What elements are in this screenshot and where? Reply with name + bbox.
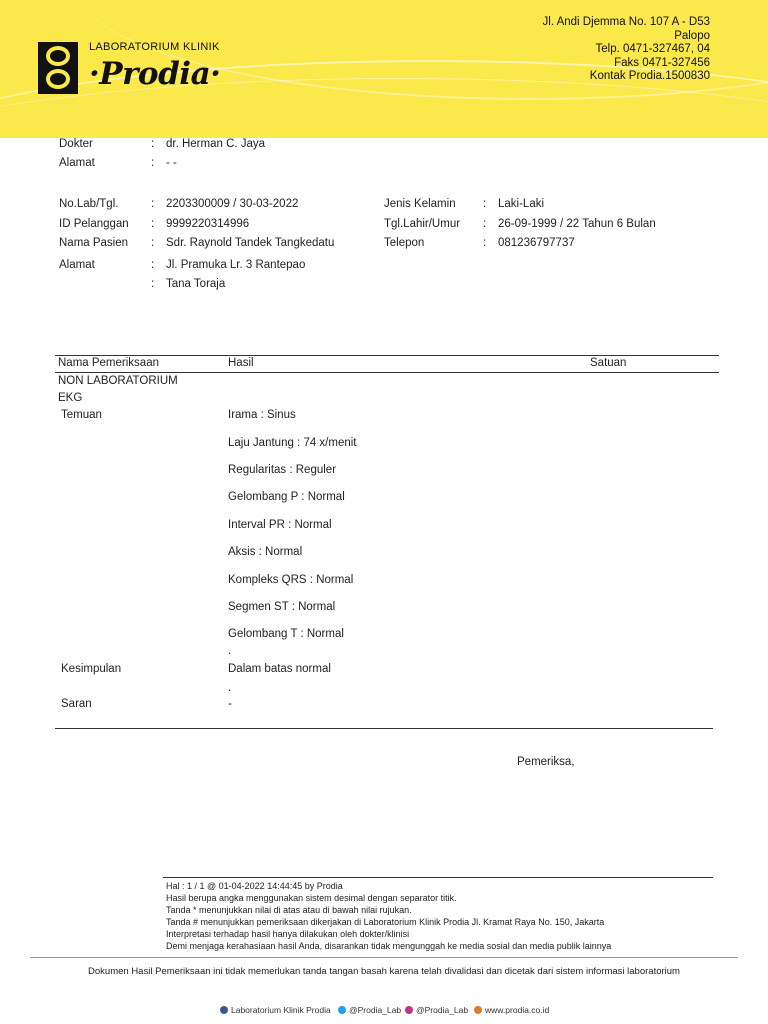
phone-value: 081236797737 xyxy=(498,237,575,249)
social-label: @Prodia_Lab xyxy=(416,1005,469,1015)
colon: : xyxy=(151,198,155,210)
social-twitter[interactable] xyxy=(338,1005,401,1015)
finding-item: Aksis : Normal xyxy=(228,546,303,558)
patient-address-line2: Tana Toraja xyxy=(166,278,226,290)
trailing-dot: . xyxy=(228,645,232,657)
customer-id-label: ID Pelanggan xyxy=(59,218,129,230)
conclusion-value: Dalam batas normal xyxy=(228,663,331,675)
footer-note: Interpretasi terhadap hasil hanya dilakukan oleh dokter/klinisi xyxy=(166,929,410,939)
table-header-rule xyxy=(55,372,719,373)
social-website[interactable] xyxy=(474,1005,549,1015)
colon: : xyxy=(483,218,487,230)
column-header-unit: Satuan xyxy=(590,357,627,369)
colon: : xyxy=(483,198,487,210)
disclaimer-text: Dokumen Hasil Pemeriksaan ini tidak memerlukan tanda tangan basah karena telah divalidasi dan dicetak dari sistem informasi laboratorium xyxy=(88,966,680,977)
footer-note: Tanda * menunjukkan nilai di atas atau di bawah nilai rujukan. xyxy=(166,905,412,915)
patient-name-label: Nama Pasien xyxy=(59,237,129,249)
patient-address-line1: Jl. Pramuka Lr. 3 Rantepao xyxy=(166,259,306,271)
footer-note: Demi menjaga kerahasiaan hasil Anda, disarankan tidak mengunggah ke media sosial dan media publik lainnya xyxy=(166,941,612,951)
finding-item: Regularitas : Reguler xyxy=(228,464,337,476)
dob-label: Tgl.Lahir/Umur xyxy=(384,218,461,230)
finding-item: Laju Jantung : 74 x/menit xyxy=(228,437,357,449)
examiner-label: Pemeriksa, xyxy=(517,756,575,768)
address-line: Kontak Prodia.1500830 xyxy=(589,70,710,83)
column-header-exam: Nama Pemeriksaan xyxy=(58,357,159,369)
trailing-dot: . xyxy=(228,682,232,694)
findings-label: Temuan xyxy=(61,409,102,421)
advice-label: Saran xyxy=(61,698,92,710)
patient-name-value: Sdr. Raynold Tandek Tangkedatu xyxy=(166,237,335,249)
social-instagram[interactable] xyxy=(405,1005,468,1015)
conclusion-label: Kesimpulan xyxy=(61,663,122,675)
doctor-address-value: - - xyxy=(166,157,177,169)
instagram-icon xyxy=(405,1006,413,1014)
colon: : xyxy=(151,218,155,230)
colon: : xyxy=(151,157,155,169)
colon: : xyxy=(151,237,155,249)
footer-note: Hasil berupa angka menggunakan sistem desimal dengan separator titik. xyxy=(166,893,457,903)
colon: : xyxy=(483,237,487,249)
colon: : xyxy=(151,278,155,290)
address-line: Telp. 0471-327467, 04 xyxy=(595,43,710,56)
colon: : xyxy=(151,259,155,271)
social-facebook[interactable] xyxy=(220,1005,331,1015)
finding-item: Kompleks QRS : Normal xyxy=(228,574,354,586)
disclaimer-rule xyxy=(30,957,738,958)
doctor-label: Dokter xyxy=(59,138,93,150)
address-line: Faks 0471-327456 xyxy=(614,56,710,69)
social-label: Laboratorium Klinik Prodia xyxy=(231,1005,331,1015)
gender-label: Jenis Kelamin xyxy=(384,198,456,210)
doctor-address-label: Alamat xyxy=(59,157,95,169)
table-bottom-rule xyxy=(55,728,713,729)
footer-rule xyxy=(163,877,713,878)
letterhead-banner xyxy=(0,0,768,138)
column-header-result: Hasil xyxy=(228,357,254,369)
phone-label: Telepon xyxy=(384,237,425,249)
logo-wordmark: ·Prodia· xyxy=(89,56,221,92)
social-label: www.prodia.co.id xyxy=(485,1005,550,1015)
address-line: Jl. Andi Djemma No. 107 A - D53 xyxy=(542,16,710,28)
twitter-icon xyxy=(338,1006,346,1014)
logo-subtitle: LABORATORIUM KLINIK xyxy=(89,41,220,53)
doctor-value: dr. Herman C. Jaya xyxy=(166,138,266,150)
table-top-rule xyxy=(55,355,719,356)
patient-address-label: Alamat xyxy=(59,259,95,271)
footer-note: Hal : 1 / 1 @ 01-04-2022 14:44:45 by Prodia xyxy=(166,881,343,891)
lab-number-label: No.Lab/Tgl. xyxy=(59,198,119,210)
subsection-title: EKG xyxy=(58,392,83,404)
colon: : xyxy=(151,138,155,150)
customer-id-value: 9999220314996 xyxy=(166,218,250,230)
lab-address xyxy=(543,16,710,84)
finding-item: Segmen ST : Normal xyxy=(228,601,336,613)
finding-item: Gelombang P : Normal xyxy=(228,491,345,503)
finding-item: Gelombang T : Normal xyxy=(228,628,344,640)
dob-value: 26-09-1999 / 22 Tahun 6 Bulan xyxy=(498,218,656,230)
finding-item: Interval PR : Normal xyxy=(228,519,332,531)
finding-item: Irama : Sinus xyxy=(228,409,296,421)
gender-value: Laki-Laki xyxy=(498,198,545,210)
advice-value: - xyxy=(228,698,232,710)
footer-note: Tanda # menunjukkan pemeriksaan dikerjakan di Laboratorium Klinik Prodia Jl. Kramat Raya No. 150, Jakarta xyxy=(166,917,605,927)
prodia-logo-icon xyxy=(38,42,78,94)
section-title: NON LABORATORIUM xyxy=(58,375,178,387)
social-label: @Prodia_Lab xyxy=(349,1005,402,1015)
web-icon xyxy=(474,1006,482,1014)
facebook-icon xyxy=(220,1006,228,1014)
address-line: Palopo xyxy=(674,29,710,42)
lab-number-value: 2203300009 / 30-03-2022 xyxy=(166,198,299,210)
